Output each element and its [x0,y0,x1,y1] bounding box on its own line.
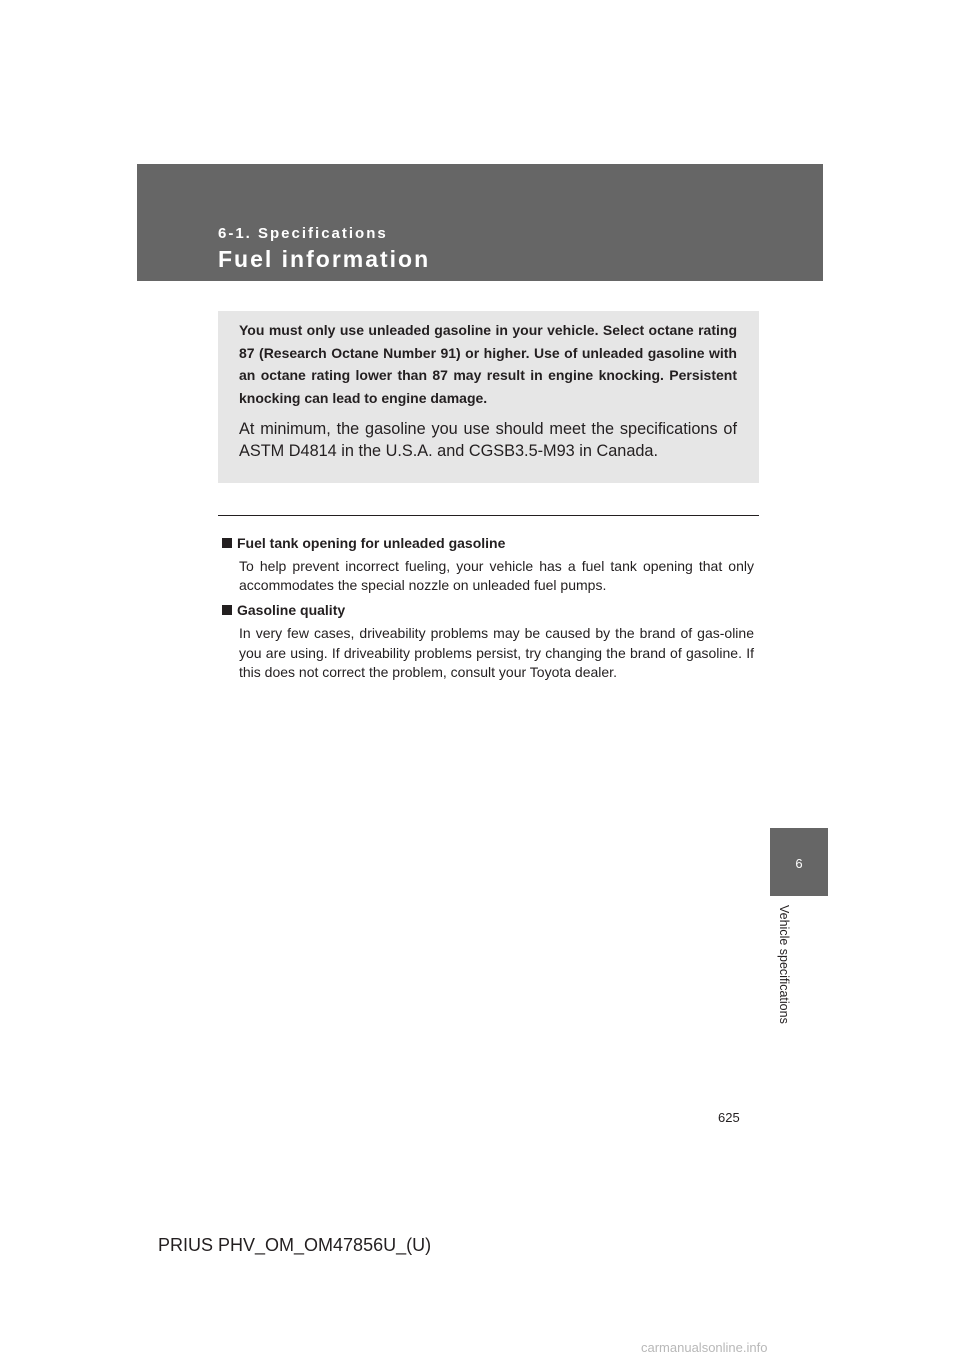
chapter-tab [770,828,828,896]
chapter-number: 6 [795,856,803,871]
watermark: carmanualsonline.info [641,1340,768,1355]
fuel-notice-box [218,311,759,483]
page-number: 625 [718,1110,740,1125]
note-body: In very few cases, driveability problems may be caused by the brand of gas-oline you are using. If driveability problems persist, try changing the brand of gasoline. If this does not correct the problem, consult your Toyota dealer. [239,625,754,680]
note-heading [222,534,754,552]
note-heading-text: Fuel tank opening for unleaded gasoline [237,535,506,551]
section-divider [218,515,759,516]
page-title: Fuel information [218,246,431,272]
notice-plain-text: At minimum, the gasoline you use should meet the specifications of ASTM D4814 in the U.S.A. and CGSB3.5-M93 in Canada. [239,419,737,461]
note-fuel-tank-opening [222,534,754,595]
note-heading [222,601,754,619]
chapter-label: Vehicle specifications [777,905,791,1024]
note-gasoline-quality [222,601,754,682]
notice-bold-text: You must only use unleaded gasoline in your vehicle. Select octane rating 87 (Research Octane Number 91) or higher. Use of unleaded gasoline with an octane rating lower than 87 may result in engine knocking. Persistent knocking can lead to engine damage. [239,322,737,407]
document-code: PRIUS PHV_OM_OM47856U_(U) [158,1235,432,1255]
note-heading-text: Gasoline quality [237,602,346,619]
section-label: 6-1. Specifications [218,225,388,242]
bullet-square-icon [222,538,232,548]
note-body: To help prevent incorrect fueling, your vehicle has a fuel tank opening that only accommodates the special nozzle on unleaded fuel pumps. [239,558,754,594]
notes-section [222,534,754,682]
bullet-square-icon [222,605,232,615]
chapter-label-wrap [777,905,797,1045]
